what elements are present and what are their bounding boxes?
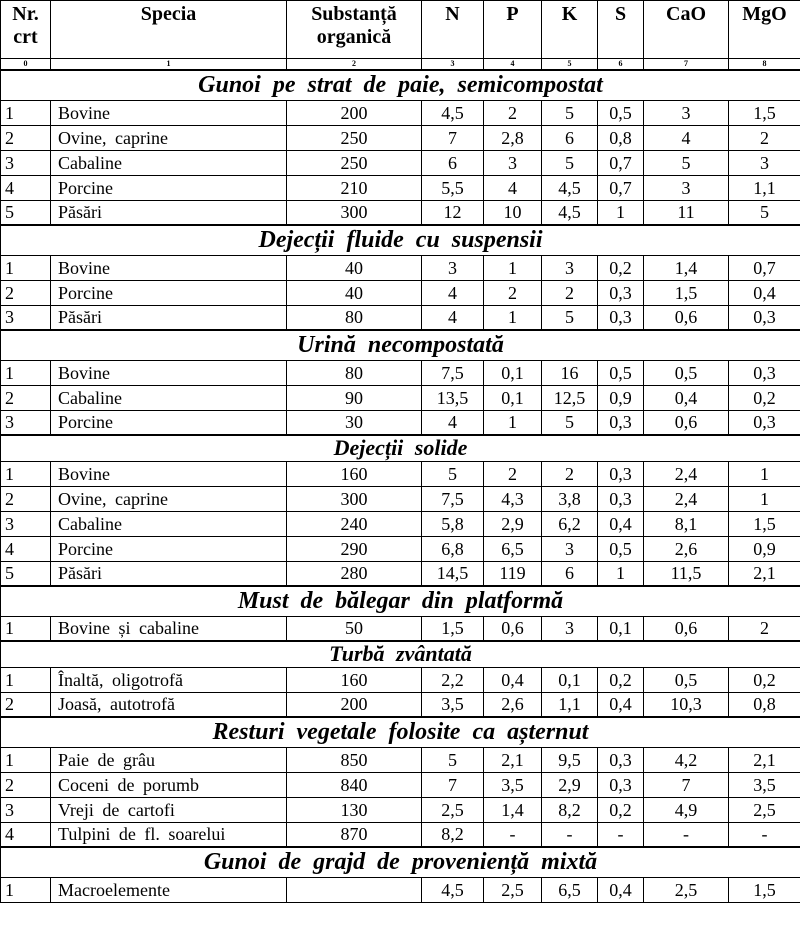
cell-substanta-organica: 50 bbox=[287, 616, 422, 641]
cell-k: 9,5 bbox=[542, 747, 598, 772]
cell-n: 7,5 bbox=[422, 360, 484, 385]
cell-s: 0,8 bbox=[598, 125, 644, 150]
cell-nr: 2 bbox=[1, 280, 51, 305]
cell-cao: 0,5 bbox=[644, 667, 729, 692]
cell-mgo: 1,5 bbox=[729, 877, 800, 902]
cell-nr: 4 bbox=[1, 175, 51, 200]
cell-mgo: 2,1 bbox=[729, 747, 800, 772]
table-body bbox=[1, 70, 800, 902]
cell-p: 2 bbox=[484, 461, 542, 486]
cell-nr: 2 bbox=[1, 385, 51, 410]
cell-p: 119 bbox=[484, 561, 542, 586]
cell-p: 2,6 bbox=[484, 692, 542, 717]
cell-n: 7 bbox=[422, 772, 484, 797]
cell-k: 3 bbox=[542, 616, 598, 641]
cell-nr: 3 bbox=[1, 410, 51, 435]
table-row bbox=[1, 100, 800, 125]
cell-s: 0,5 bbox=[598, 100, 644, 125]
cell-substanta-organica: 870 bbox=[287, 822, 422, 847]
table-row bbox=[1, 536, 800, 561]
header-cao: CaO bbox=[644, 1, 729, 59]
column-index-cell: 5 bbox=[542, 59, 598, 71]
cell-k: 4,5 bbox=[542, 175, 598, 200]
cell-cao: 7 bbox=[644, 772, 729, 797]
cell-cao: 8,1 bbox=[644, 511, 729, 536]
cell-n: 12 bbox=[422, 200, 484, 225]
table-row bbox=[1, 305, 800, 330]
cell-substanta-organica: 200 bbox=[287, 100, 422, 125]
cell-nr: 1 bbox=[1, 255, 51, 280]
cell-s: 0,1 bbox=[598, 616, 644, 641]
column-index-cell: 7 bbox=[644, 59, 729, 71]
cell-cao: 2,4 bbox=[644, 486, 729, 511]
cell-p: - bbox=[484, 822, 542, 847]
cell-substanta-organica: 80 bbox=[287, 360, 422, 385]
header-mgo: MgO bbox=[729, 1, 800, 59]
table-row bbox=[1, 255, 800, 280]
column-index-row bbox=[1, 59, 800, 71]
cell-mgo: 0,3 bbox=[729, 360, 800, 385]
cell-specia: Porcine bbox=[51, 536, 287, 561]
cell-specia: Ovine, caprine bbox=[51, 486, 287, 511]
cell-k: 16 bbox=[542, 360, 598, 385]
cell-mgo: 0,2 bbox=[729, 385, 800, 410]
cell-mgo: 2,5 bbox=[729, 797, 800, 822]
header-nr-crt: Nr. crt bbox=[1, 1, 51, 59]
cell-n: 8,2 bbox=[422, 822, 484, 847]
table-row bbox=[1, 822, 800, 847]
cell-nr: 5 bbox=[1, 561, 51, 586]
cell-s: 0,5 bbox=[598, 536, 644, 561]
column-index-cell: 3 bbox=[422, 59, 484, 71]
cell-n: 5 bbox=[422, 747, 484, 772]
cell-p: 6,5 bbox=[484, 536, 542, 561]
cell-substanta-organica: 240 bbox=[287, 511, 422, 536]
cell-specia: Tulpini de fl. soarelui bbox=[51, 822, 287, 847]
cell-s: 0,2 bbox=[598, 797, 644, 822]
table-row bbox=[1, 561, 800, 586]
cell-mgo: 1 bbox=[729, 461, 800, 486]
cell-k: 8,2 bbox=[542, 797, 598, 822]
table-row bbox=[1, 280, 800, 305]
cell-specia: Macroelemente bbox=[51, 877, 287, 902]
cell-mgo: 1 bbox=[729, 486, 800, 511]
cell-specia: Vreji de cartofi bbox=[51, 797, 287, 822]
cell-p: 0,1 bbox=[484, 385, 542, 410]
column-index-cell: 0 bbox=[1, 59, 51, 71]
section-title: Urină necompostată bbox=[1, 330, 800, 360]
cell-cao: 5 bbox=[644, 150, 729, 175]
cell-cao: 2,4 bbox=[644, 461, 729, 486]
cell-k: 3 bbox=[542, 255, 598, 280]
cell-specia: Înaltă, oligotrofă bbox=[51, 667, 287, 692]
cell-cao: 0,4 bbox=[644, 385, 729, 410]
cell-k: 6 bbox=[542, 561, 598, 586]
cell-p: 4 bbox=[484, 175, 542, 200]
table-row bbox=[1, 797, 800, 822]
cell-specia: Coceni de porumb bbox=[51, 772, 287, 797]
cell-k: 0,1 bbox=[542, 667, 598, 692]
cell-cao: 2,5 bbox=[644, 877, 729, 902]
cell-mgo: 2 bbox=[729, 616, 800, 641]
cell-substanta-organica: 130 bbox=[287, 797, 422, 822]
cell-n: 4,5 bbox=[422, 877, 484, 902]
cell-mgo: 0,9 bbox=[729, 536, 800, 561]
cell-k: 5 bbox=[542, 305, 598, 330]
cell-cao: 10,3 bbox=[644, 692, 729, 717]
cell-p: 4,3 bbox=[484, 486, 542, 511]
header-specia: Specia bbox=[51, 1, 287, 59]
table-row bbox=[1, 461, 800, 486]
cell-cao: 4,2 bbox=[644, 747, 729, 772]
table-row bbox=[1, 511, 800, 536]
cell-n: 6 bbox=[422, 150, 484, 175]
header-n: N bbox=[422, 1, 484, 59]
cell-k: 12,5 bbox=[542, 385, 598, 410]
cell-specia: Paie de grâu bbox=[51, 747, 287, 772]
cell-n: 5,5 bbox=[422, 175, 484, 200]
section-title: Gunoi pe strat de paie, semicompostat bbox=[1, 70, 800, 100]
table-row bbox=[1, 747, 800, 772]
cell-p: 2,9 bbox=[484, 511, 542, 536]
cell-s: 0,4 bbox=[598, 692, 644, 717]
table-row bbox=[1, 200, 800, 225]
cell-specia: Joasă, autotrofă bbox=[51, 692, 287, 717]
cell-s: 0,3 bbox=[598, 280, 644, 305]
section-title: Turbă zvântată bbox=[1, 641, 800, 667]
cell-cao: 4,9 bbox=[644, 797, 729, 822]
cell-s: 0,2 bbox=[598, 667, 644, 692]
cell-s: 1 bbox=[598, 200, 644, 225]
cell-n: 3,5 bbox=[422, 692, 484, 717]
cell-substanta-organica: 850 bbox=[287, 747, 422, 772]
cell-substanta-organica: 290 bbox=[287, 536, 422, 561]
cell-mgo: - bbox=[729, 822, 800, 847]
cell-mgo: 2,1 bbox=[729, 561, 800, 586]
header-substanta-organica: Substanță organică bbox=[287, 1, 422, 59]
cell-s: 0,3 bbox=[598, 305, 644, 330]
header-p: P bbox=[484, 1, 542, 59]
section-title: Dejecții solide bbox=[1, 435, 800, 461]
cell-specia: Cabaline bbox=[51, 385, 287, 410]
cell-specia: Ovine, caprine bbox=[51, 125, 287, 150]
cell-nr: 4 bbox=[1, 822, 51, 847]
cell-mgo: 1,5 bbox=[729, 511, 800, 536]
cell-nr: 1 bbox=[1, 461, 51, 486]
cell-mgo: 0,4 bbox=[729, 280, 800, 305]
cell-specia: Cabaline bbox=[51, 150, 287, 175]
cell-cao: 1,5 bbox=[644, 280, 729, 305]
cell-s: 0,3 bbox=[598, 486, 644, 511]
cell-mgo: 3 bbox=[729, 150, 800, 175]
cell-s: 0,2 bbox=[598, 255, 644, 280]
cell-n: 13,5 bbox=[422, 385, 484, 410]
cell-cao: 0,6 bbox=[644, 410, 729, 435]
table-row bbox=[1, 616, 800, 641]
cell-n: 1,5 bbox=[422, 616, 484, 641]
cell-s: 0,3 bbox=[598, 410, 644, 435]
cell-substanta-organica: 160 bbox=[287, 461, 422, 486]
column-index-cell: 2 bbox=[287, 59, 422, 71]
section-header-row bbox=[1, 330, 800, 360]
cell-p: 3,5 bbox=[484, 772, 542, 797]
cell-substanta-organica: 250 bbox=[287, 150, 422, 175]
cell-nr: 2 bbox=[1, 125, 51, 150]
column-index-cell: 8 bbox=[729, 59, 800, 71]
cell-mgo: 2 bbox=[729, 125, 800, 150]
cell-s: 0,4 bbox=[598, 877, 644, 902]
cell-mgo: 0,3 bbox=[729, 410, 800, 435]
table-row bbox=[1, 360, 800, 385]
cell-n: 5,8 bbox=[422, 511, 484, 536]
cell-substanta-organica: 40 bbox=[287, 255, 422, 280]
table-row bbox=[1, 772, 800, 797]
cell-n: 4 bbox=[422, 305, 484, 330]
section-header-row bbox=[1, 641, 800, 667]
cell-p: 2,1 bbox=[484, 747, 542, 772]
cell-k: 2 bbox=[542, 461, 598, 486]
cell-n: 4 bbox=[422, 410, 484, 435]
cell-n: 7,5 bbox=[422, 486, 484, 511]
cell-s: - bbox=[598, 822, 644, 847]
cell-nr: 1 bbox=[1, 877, 51, 902]
cell-cao: 3 bbox=[644, 175, 729, 200]
cell-nr: 3 bbox=[1, 150, 51, 175]
cell-nr: 1 bbox=[1, 360, 51, 385]
cell-s: 0,3 bbox=[598, 747, 644, 772]
cell-nr: 2 bbox=[1, 486, 51, 511]
cell-p: 1 bbox=[484, 305, 542, 330]
cell-nr: 1 bbox=[1, 747, 51, 772]
cell-substanta-organica: 200 bbox=[287, 692, 422, 717]
cell-p: 1 bbox=[484, 255, 542, 280]
section-header-row bbox=[1, 225, 800, 255]
cell-mgo: 0,7 bbox=[729, 255, 800, 280]
cell-mgo: 0,8 bbox=[729, 692, 800, 717]
cell-specia: Bovine bbox=[51, 360, 287, 385]
cell-substanta-organica: 40 bbox=[287, 280, 422, 305]
cell-k: 5 bbox=[542, 100, 598, 125]
cell-substanta-organica: 30 bbox=[287, 410, 422, 435]
cell-substanta-organica: 840 bbox=[287, 772, 422, 797]
cell-mgo: 1,5 bbox=[729, 100, 800, 125]
cell-nr: 3 bbox=[1, 797, 51, 822]
cell-n: 14,5 bbox=[422, 561, 484, 586]
cell-mgo: 0,3 bbox=[729, 305, 800, 330]
cell-substanta-organica: 280 bbox=[287, 561, 422, 586]
cell-substanta-organica: 300 bbox=[287, 486, 422, 511]
table-row bbox=[1, 175, 800, 200]
cell-p: 10 bbox=[484, 200, 542, 225]
cell-p: 0,1 bbox=[484, 360, 542, 385]
cell-cao: 3 bbox=[644, 100, 729, 125]
section-header-row bbox=[1, 717, 800, 747]
table-row bbox=[1, 486, 800, 511]
cell-k: 2 bbox=[542, 280, 598, 305]
cell-mgo: 0,2 bbox=[729, 667, 800, 692]
cell-n: 2,5 bbox=[422, 797, 484, 822]
section-header-row bbox=[1, 586, 800, 616]
cell-specia: Bovine și cabaline bbox=[51, 616, 287, 641]
table-row bbox=[1, 667, 800, 692]
section-header-row bbox=[1, 70, 800, 100]
cell-specia: Păsări bbox=[51, 305, 287, 330]
cell-cao: 0,6 bbox=[644, 616, 729, 641]
cell-s: 0,7 bbox=[598, 150, 644, 175]
cell-nr: 1 bbox=[1, 667, 51, 692]
cell-specia: Porcine bbox=[51, 410, 287, 435]
cell-n: 4,5 bbox=[422, 100, 484, 125]
cell-nr: 5 bbox=[1, 200, 51, 225]
cell-mgo: 3,5 bbox=[729, 772, 800, 797]
cell-k: 3,8 bbox=[542, 486, 598, 511]
cell-substanta-organica: 210 bbox=[287, 175, 422, 200]
cell-p: 2,5 bbox=[484, 877, 542, 902]
cell-p: 1 bbox=[484, 410, 542, 435]
cell-nr: 4 bbox=[1, 536, 51, 561]
cell-cao: 0,6 bbox=[644, 305, 729, 330]
cell-cao: - bbox=[644, 822, 729, 847]
cell-s: 0,5 bbox=[598, 360, 644, 385]
cell-nr: 3 bbox=[1, 305, 51, 330]
column-index-cell: 6 bbox=[598, 59, 644, 71]
cell-substanta-organica bbox=[287, 877, 422, 902]
cell-p: 2 bbox=[484, 280, 542, 305]
cell-p: 2,8 bbox=[484, 125, 542, 150]
cell-nr: 3 bbox=[1, 511, 51, 536]
cell-mgo: 1,1 bbox=[729, 175, 800, 200]
cell-p: 1,4 bbox=[484, 797, 542, 822]
table-row bbox=[1, 385, 800, 410]
cell-p: 3 bbox=[484, 150, 542, 175]
cell-specia: Bovine bbox=[51, 461, 287, 486]
cell-k: 4,5 bbox=[542, 200, 598, 225]
cell-nr: 1 bbox=[1, 616, 51, 641]
cell-specia: Porcine bbox=[51, 280, 287, 305]
cell-n: 3 bbox=[422, 255, 484, 280]
cell-substanta-organica: 160 bbox=[287, 667, 422, 692]
cell-k: 2,9 bbox=[542, 772, 598, 797]
table-row bbox=[1, 877, 800, 902]
section-title: Gunoi de grajd de proveniență mixtă bbox=[1, 847, 800, 877]
column-index-cell: 1 bbox=[51, 59, 287, 71]
cell-s: 0,7 bbox=[598, 175, 644, 200]
cell-substanta-organica: 80 bbox=[287, 305, 422, 330]
cell-k: 6,5 bbox=[542, 877, 598, 902]
cell-cao: 11,5 bbox=[644, 561, 729, 586]
cell-specia: Păsări bbox=[51, 200, 287, 225]
cell-specia: Bovine bbox=[51, 100, 287, 125]
cell-substanta-organica: 300 bbox=[287, 200, 422, 225]
cell-n: 4 bbox=[422, 280, 484, 305]
cell-k: 6 bbox=[542, 125, 598, 150]
section-title: Resturi vegetale folosite ca așternut bbox=[1, 717, 800, 747]
cell-s: 0,9 bbox=[598, 385, 644, 410]
cell-specia: Bovine bbox=[51, 255, 287, 280]
table-row bbox=[1, 125, 800, 150]
cell-k: 5 bbox=[542, 410, 598, 435]
cell-k: 5 bbox=[542, 150, 598, 175]
cell-mgo: 5 bbox=[729, 200, 800, 225]
cell-k: - bbox=[542, 822, 598, 847]
table-row bbox=[1, 410, 800, 435]
cell-s: 0,3 bbox=[598, 772, 644, 797]
header-row bbox=[1, 1, 800, 59]
cell-s: 1 bbox=[598, 561, 644, 586]
cell-p: 0,4 bbox=[484, 667, 542, 692]
cell-n: 2,2 bbox=[422, 667, 484, 692]
cell-n: 6,8 bbox=[422, 536, 484, 561]
cell-cao: 11 bbox=[644, 200, 729, 225]
cell-s: 0,4 bbox=[598, 511, 644, 536]
cell-k: 6,2 bbox=[542, 511, 598, 536]
cell-specia: Păsări bbox=[51, 561, 287, 586]
cell-s: 0,3 bbox=[598, 461, 644, 486]
cell-cao: 1,4 bbox=[644, 255, 729, 280]
table-row bbox=[1, 150, 800, 175]
cell-n: 7 bbox=[422, 125, 484, 150]
section-title: Must de bălegar din platformă bbox=[1, 586, 800, 616]
cell-k: 1,1 bbox=[542, 692, 598, 717]
cell-cao: 0,5 bbox=[644, 360, 729, 385]
column-index-cell: 4 bbox=[484, 59, 542, 71]
cell-p: 2 bbox=[484, 100, 542, 125]
cell-cao: 4 bbox=[644, 125, 729, 150]
cell-k: 3 bbox=[542, 536, 598, 561]
cell-cao: 2,6 bbox=[644, 536, 729, 561]
cell-specia: Cabaline bbox=[51, 511, 287, 536]
section-header-row bbox=[1, 435, 800, 461]
cell-specia: Porcine bbox=[51, 175, 287, 200]
cell-substanta-organica: 90 bbox=[287, 385, 422, 410]
cell-nr: 2 bbox=[1, 692, 51, 717]
header-k: K bbox=[542, 1, 598, 59]
cell-nr: 1 bbox=[1, 100, 51, 125]
cell-substanta-organica: 250 bbox=[287, 125, 422, 150]
table-row bbox=[1, 692, 800, 717]
cell-n: 5 bbox=[422, 461, 484, 486]
section-header-row bbox=[1, 847, 800, 877]
section-title: Dejecții fluide cu suspensii bbox=[1, 225, 800, 255]
header-s: S bbox=[598, 1, 644, 59]
cell-nr: 2 bbox=[1, 772, 51, 797]
cell-p: 0,6 bbox=[484, 616, 542, 641]
